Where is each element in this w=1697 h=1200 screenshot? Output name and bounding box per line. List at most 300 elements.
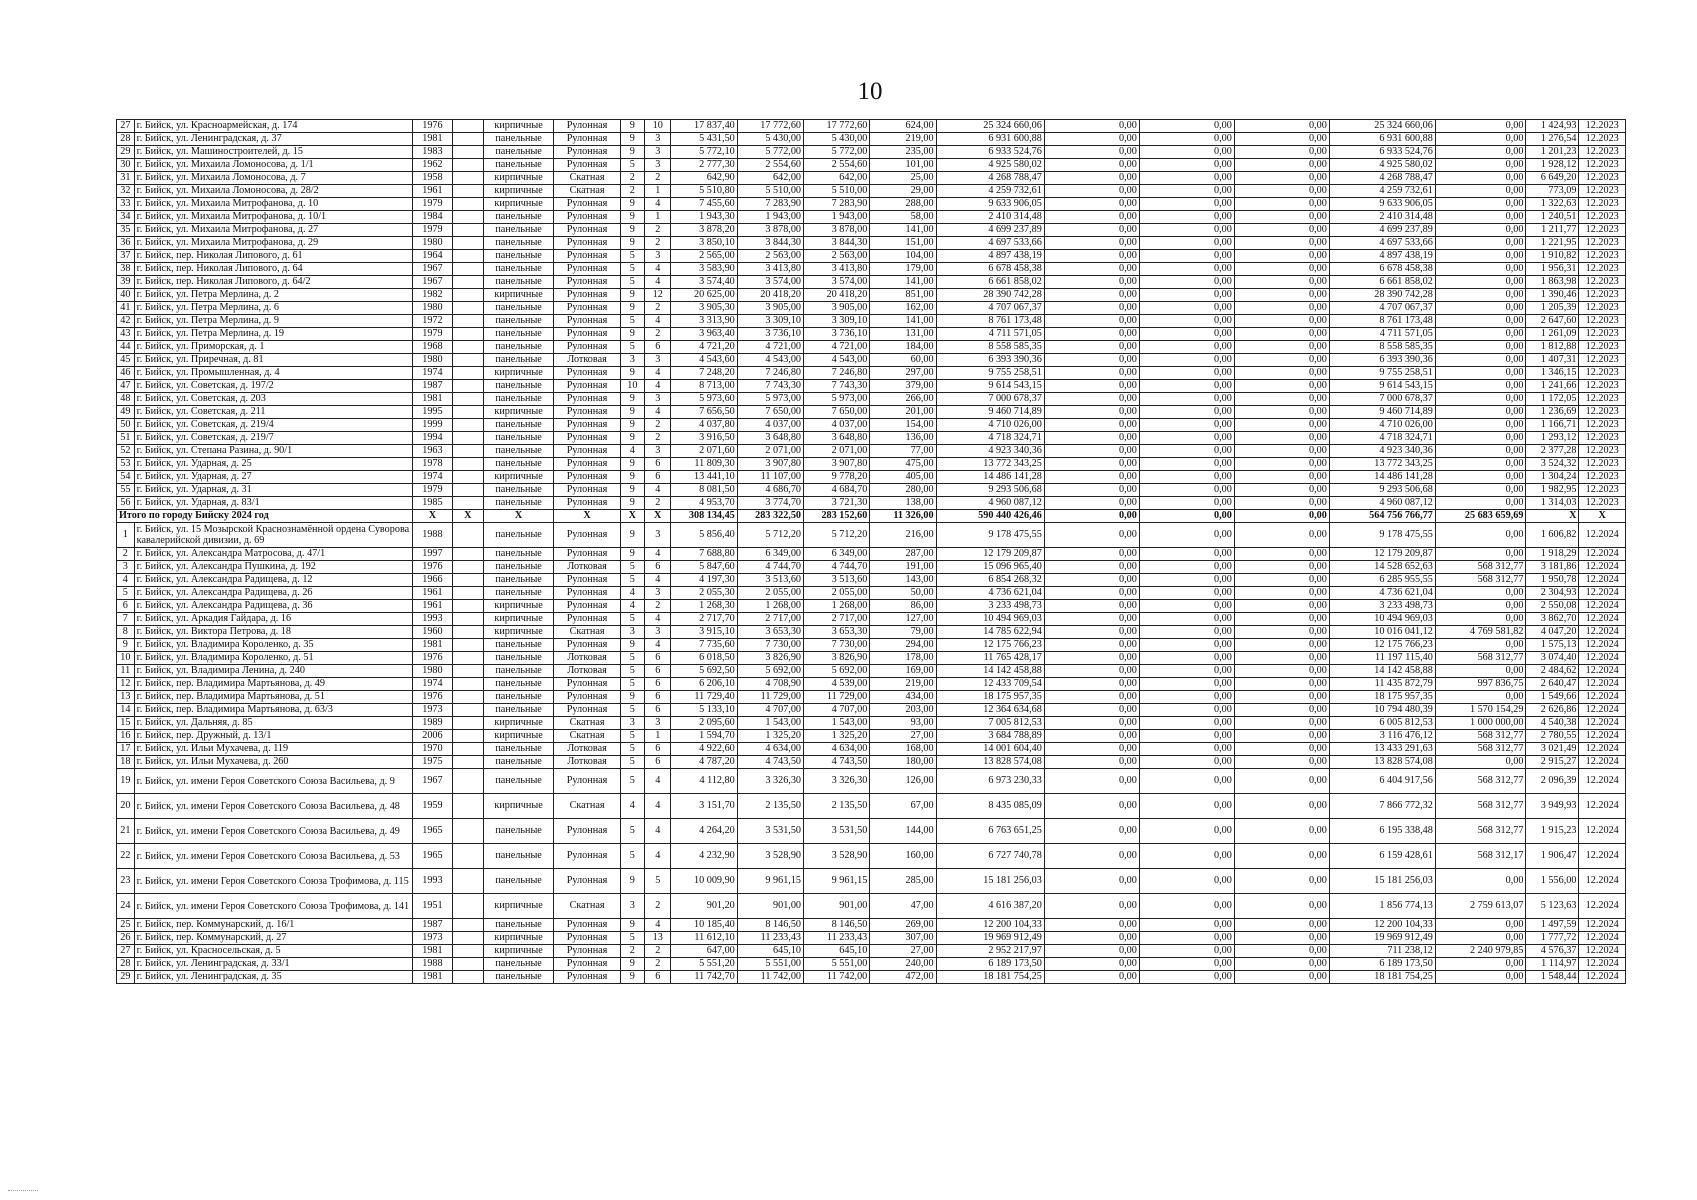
cell-funds-local: 0,00	[1234, 587, 1329, 600]
cell-area-total: 4 197,30	[671, 574, 737, 587]
cell-address: г. Бийск, ул. Александра Радищева, д. 26	[134, 587, 412, 600]
cell-blank-cell	[452, 133, 483, 146]
cell-area-owned: 3 309,10	[804, 315, 870, 328]
cell-roof-type: Рулонная	[554, 341, 620, 354]
total-funds-federal: 0,00	[1044, 510, 1139, 523]
cell-cost-total: 9 460 714,89	[936, 406, 1044, 419]
cell-address: г. Бийск, ул. Михаила Митрофанова, д. 29	[134, 237, 412, 250]
cell-funds-federal: 0,00	[1044, 406, 1139, 419]
cell-floors: 9	[620, 211, 644, 224]
cell-cost-total: 25 324 660,06	[936, 120, 1044, 133]
cell-unit-cost: 3 524,32	[1526, 458, 1579, 471]
cell-area-owned: 3 653,30	[804, 626, 870, 639]
cell-address: г. Бийск, ул. Степана Разина, д. 90/1	[134, 445, 412, 458]
cell-cost-total: 13 828 574,08	[936, 756, 1044, 769]
cell-cost-total: 4 707 067,37	[936, 302, 1044, 315]
cell-address: г. Бийск, ул. Александра Радищева, д. 12	[134, 574, 412, 587]
cell-funds-local: 0,00	[1234, 250, 1329, 263]
cell-wall-material: кирпичные	[483, 289, 554, 302]
cell-unit-cost: 5 123,63	[1526, 894, 1579, 919]
cell-funds-owners: 8 761 173,48	[1329, 315, 1435, 328]
cell-area-total: 20 625,00	[671, 289, 737, 302]
cell-funds-local: 0,00	[1234, 730, 1329, 743]
cell-area-residential: 3 413,80	[737, 263, 803, 276]
cell-roof-type: Рулонная	[554, 639, 620, 652]
cell-funds-federal: 0,00	[1044, 639, 1139, 652]
cell-funds-federal: 0,00	[1044, 393, 1139, 406]
cell-area-total: 3 151,70	[671, 794, 737, 819]
cell-area-total: 5 133,10	[671, 704, 737, 717]
cell-build-year: 1959	[413, 794, 453, 819]
cell-cost-total: 12 200 104,33	[936, 919, 1044, 932]
cell-address: г. Бийск, пер. Владимира Мартьянова, д. 63/3	[134, 704, 412, 717]
cell-area-residential: 645,10	[737, 945, 803, 958]
cell-funds-owners: 19 969 912,49	[1329, 932, 1435, 945]
cell-roof-type: Рулонная	[554, 302, 620, 315]
cell-unit-cost: 1 293,12	[1526, 432, 1579, 445]
cell-funds-regional: 0,00	[1139, 665, 1234, 678]
cell-deadline: 12.2023	[1579, 432, 1626, 445]
cell-floors: 2	[620, 172, 644, 185]
cell-funds-other: 4 769 581,82	[1435, 626, 1526, 639]
cell-blank-cell	[452, 302, 483, 315]
cell-row-number: 13	[117, 691, 135, 704]
cell-roof-type: Рулонная	[554, 250, 620, 263]
total-row	[117, 510, 1626, 523]
cell-funds-regional: 0,00	[1139, 639, 1234, 652]
cell-funds-regional: 0,00	[1139, 691, 1234, 704]
cell-unit-cost: 2 915,27	[1526, 756, 1579, 769]
cell-funds-local: 0,00	[1234, 652, 1329, 665]
cell-wall-material: панельные	[483, 328, 554, 341]
cell-wall-material: панельные	[483, 263, 554, 276]
cell-address: г. Бийск, ул. Советская, д. 211	[134, 406, 412, 419]
cell-address: г. Бийск, ул. Дальняя, д. 85	[134, 717, 412, 730]
cell-roof-type: Рулонная	[554, 523, 620, 548]
cell-entrances: 6	[644, 743, 671, 756]
cell-area-residential: 11 233,43	[737, 932, 803, 945]
cell-wall-material: кирпичные	[483, 730, 554, 743]
cell-residents: 126,00	[870, 769, 936, 794]
cell-deadline: 12.2023	[1579, 302, 1626, 315]
cell-area-residential: 3 574,00	[737, 276, 803, 289]
cell-funds-regional: 0,00	[1139, 328, 1234, 341]
cell-wall-material: панельные	[483, 561, 554, 574]
cell-entrances: 4	[644, 276, 671, 289]
cell-deadline: 12.2024	[1579, 819, 1626, 844]
cell-cost-total: 2 952 217,97	[936, 945, 1044, 958]
cell-residents: 131,00	[870, 328, 936, 341]
cell-area-residential: 5 510,00	[737, 185, 803, 198]
cell-blank-cell	[452, 289, 483, 302]
cell-entrances: 3	[644, 445, 671, 458]
cell-funds-other: 0,00	[1435, 289, 1526, 302]
cell-address: г. Бийск, ул. 15 Мозырской Краснознамённой ордена Суворова кавалерийской дивизии, д. 69	[134, 523, 412, 548]
cell-blank-cell	[452, 367, 483, 380]
cell-row-number: 54	[117, 471, 135, 484]
cell-roof-type: Рулонная	[554, 869, 620, 894]
cell-residents: 141,00	[870, 315, 936, 328]
cell-roof-type: Рулонная	[554, 574, 620, 587]
cell-residents: 219,00	[870, 678, 936, 691]
cell-funds-other: 0,00	[1435, 354, 1526, 367]
cell-area-total: 13 441,10	[671, 471, 737, 484]
cell-area-residential: 2 563,00	[737, 250, 803, 263]
cell-area-owned: 1 268,00	[804, 600, 870, 613]
cell-funds-regional: 0,00	[1139, 172, 1234, 185]
cell-funds-federal: 0,00	[1044, 665, 1139, 678]
cell-funds-regional: 0,00	[1139, 367, 1234, 380]
cell-deadline: 12.2024	[1579, 652, 1626, 665]
cell-area-total: 7 248,20	[671, 367, 737, 380]
cell-area-total: 8 713,00	[671, 380, 737, 393]
cell-area-residential: 2 055,00	[737, 587, 803, 600]
cell-residents: 141,00	[870, 276, 936, 289]
cell-funds-local: 0,00	[1234, 120, 1329, 133]
cell-residents: 144,00	[870, 819, 936, 844]
cell-area-residential: 4 721,00	[737, 341, 803, 354]
cell-cost-total: 4 718 324,71	[936, 432, 1044, 445]
cell-unit-cost: 3 074,40	[1526, 652, 1579, 665]
cell-floors: 2	[620, 945, 644, 958]
cell-funds-other: 568 312,17	[1435, 844, 1526, 869]
cell-funds-federal: 0,00	[1044, 945, 1139, 958]
cell-deadline: 12.2024	[1579, 626, 1626, 639]
cell-area-total: 647,00	[671, 945, 737, 958]
table-row	[117, 497, 1626, 510]
cell-entrances: 3	[644, 626, 671, 639]
cell-residents: 472,00	[870, 971, 936, 984]
cell-area-total: 7 688,80	[671, 548, 737, 561]
cell-floors: 5	[620, 769, 644, 794]
cell-roof-type: Скатная	[554, 730, 620, 743]
cell-deadline: 12.2024	[1579, 613, 1626, 626]
cell-area-residential: 3 653,30	[737, 626, 803, 639]
cell-cost-total: 8 435 085,09	[936, 794, 1044, 819]
cell-build-year: 1958	[413, 172, 453, 185]
cell-wall-material: кирпичные	[483, 185, 554, 198]
cell-deadline: 12.2023	[1579, 159, 1626, 172]
cell-funds-federal: 0,00	[1044, 341, 1139, 354]
cell-funds-local: 0,00	[1234, 639, 1329, 652]
cell-cost-total: 9 633 906,05	[936, 198, 1044, 211]
cell-blank-cell	[452, 432, 483, 445]
cell-blank-cell	[452, 717, 483, 730]
cell-blank-cell	[452, 844, 483, 869]
cell-cost-total: 3 233 498,73	[936, 600, 1044, 613]
cell-area-residential: 7 730,00	[737, 639, 803, 652]
cell-wall-material: панельные	[483, 354, 554, 367]
cell-funds-local: 0,00	[1234, 626, 1329, 639]
cell-cost-total: 14 142 458,88	[936, 665, 1044, 678]
cell-wall-material: кирпичные	[483, 600, 554, 613]
cell-funds-other: 0,00	[1435, 548, 1526, 561]
cell-floors: 5	[620, 561, 644, 574]
total-cost-total: 590 440 426,46	[936, 510, 1044, 523]
cell-floors: 5	[620, 756, 644, 769]
cell-area-total: 3 583,90	[671, 263, 737, 276]
cell-area-owned: 20 418,20	[804, 289, 870, 302]
cell-funds-owners: 4 736 621,04	[1329, 587, 1435, 600]
cell-build-year: 1979	[413, 484, 453, 497]
cell-residents: 154,00	[870, 419, 936, 432]
cell-residents: 434,00	[870, 691, 936, 704]
cell-unit-cost: 1 812,88	[1526, 341, 1579, 354]
cell-row-number: 56	[117, 497, 135, 510]
cell-unit-cost: 2 626,86	[1526, 704, 1579, 717]
cell-cost-total: 4 699 237,89	[936, 224, 1044, 237]
cell-row-number: 20	[117, 794, 135, 819]
cell-build-year: 1967	[413, 769, 453, 794]
cell-funds-owners: 14 528 652,63	[1329, 561, 1435, 574]
cell-area-total: 5 551,20	[671, 958, 737, 971]
cell-build-year: 1966	[413, 574, 453, 587]
cell-blank-cell	[452, 497, 483, 510]
cell-deadline: 12.2024	[1579, 869, 1626, 894]
cell-roof-type: Рулонная	[554, 704, 620, 717]
cell-address: г. Бийск, ул. Петра Мерлина, д. 6	[134, 302, 412, 315]
cell-row-number: 28	[117, 958, 135, 971]
cell-area-owned: 2 554,60	[804, 159, 870, 172]
table-row	[117, 869, 1626, 894]
cell-residents: 287,00	[870, 548, 936, 561]
cell-unit-cost: 773,09	[1526, 185, 1579, 198]
cell-build-year: 2006	[413, 730, 453, 743]
cell-unit-cost: 1 172,05	[1526, 393, 1579, 406]
cell-cost-total: 4 923 340,36	[936, 445, 1044, 458]
cell-funds-owners: 9 614 543,15	[1329, 380, 1435, 393]
cell-cost-total: 6 763 651,25	[936, 819, 1044, 844]
cell-residents: 201,00	[870, 406, 936, 419]
table-row	[117, 743, 1626, 756]
cell-area-residential: 4 543,00	[737, 354, 803, 367]
cell-address: г. Бийск, ул. Михаила Митрофанова, д. 10	[134, 198, 412, 211]
cell-funds-local: 0,00	[1234, 717, 1329, 730]
cell-wall-material: панельные	[483, 971, 554, 984]
cell-area-owned: 4 539,00	[804, 678, 870, 691]
cell-funds-regional: 0,00	[1139, 574, 1234, 587]
cell-area-residential: 3 878,00	[737, 224, 803, 237]
table-row	[117, 354, 1626, 367]
cell-wall-material: кирпичные	[483, 945, 554, 958]
cell-build-year: 1961	[413, 587, 453, 600]
cell-residents: 285,00	[870, 869, 936, 894]
cell-unit-cost: 1 915,23	[1526, 819, 1579, 844]
cell-row-number: 24	[117, 894, 135, 919]
cell-floors: 5	[620, 730, 644, 743]
cell-funds-owners: 4 710 026,00	[1329, 419, 1435, 432]
cell-area-owned: 4 037,00	[804, 419, 870, 432]
cell-unit-cost: 1 424,93	[1526, 120, 1579, 133]
cell-entrances: 6	[644, 971, 671, 984]
table-row	[117, 652, 1626, 665]
cell-funds-federal: 0,00	[1044, 419, 1139, 432]
cell-funds-federal: 0,00	[1044, 159, 1139, 172]
cell-address: г. Бийск, ул. Михаила Ломоносова, д. 1/1	[134, 159, 412, 172]
cell-funds-other: 568 312,77	[1435, 574, 1526, 587]
cell-row-number: 35	[117, 224, 135, 237]
cell-area-residential: 4 744,70	[737, 561, 803, 574]
cell-address: г. Бийск, ул. имени Героя Советского Союза Васильева, д. 53	[134, 844, 412, 869]
cell-funds-federal: 0,00	[1044, 367, 1139, 380]
cell-funds-federal: 0,00	[1044, 211, 1139, 224]
cell-blank-cell	[452, 471, 483, 484]
cell-wall-material: кирпичные	[483, 626, 554, 639]
cell-residents: 86,00	[870, 600, 936, 613]
cell-residents: 178,00	[870, 652, 936, 665]
cell-cost-total: 14 785 622,94	[936, 626, 1044, 639]
cell-area-residential: 1 268,00	[737, 600, 803, 613]
cell-row-number: 47	[117, 380, 135, 393]
cell-cost-total: 4 925 580,02	[936, 159, 1044, 172]
cell-build-year: 1951	[413, 894, 453, 919]
cell-roof-type: Рулонная	[554, 919, 620, 932]
cell-funds-regional: 0,00	[1139, 458, 1234, 471]
cell-wall-material: панельные	[483, 458, 554, 471]
cell-area-total: 901,20	[671, 894, 737, 919]
cell-area-owned: 7 650,00	[804, 406, 870, 419]
table-row	[117, 894, 1626, 919]
cell-address: г. Бийск, пер. Владимира Мартьянова, д. 51	[134, 691, 412, 704]
cell-funds-federal: 0,00	[1044, 548, 1139, 561]
cell-funds-regional: 0,00	[1139, 393, 1234, 406]
cell-deadline: 12.2024	[1579, 678, 1626, 691]
total-funds-local: 0,00	[1234, 510, 1329, 523]
cell-blank-cell	[452, 574, 483, 587]
total-blank-cell: X	[452, 510, 483, 523]
cell-funds-regional: 0,00	[1139, 471, 1234, 484]
cell-floors: 9	[620, 497, 644, 510]
cell-funds-federal: 0,00	[1044, 224, 1139, 237]
cell-funds-other: 2 240 979,85	[1435, 945, 1526, 958]
cell-deadline: 12.2024	[1579, 769, 1626, 794]
cell-entrances: 6	[644, 471, 671, 484]
cell-funds-owners: 12 175 766,23	[1329, 639, 1435, 652]
cell-funds-regional: 0,00	[1139, 484, 1234, 497]
cell-wall-material: панельные	[483, 276, 554, 289]
cell-unit-cost: 2 377,28	[1526, 445, 1579, 458]
cell-roof-type: Скатная	[554, 717, 620, 730]
cell-wall-material: панельные	[483, 211, 554, 224]
cell-address: г. Бийск, ул. Владимира Короленко, д. 51	[134, 652, 412, 665]
cell-area-total: 11 742,70	[671, 971, 737, 984]
cell-funds-regional: 0,00	[1139, 315, 1234, 328]
cell-funds-local: 0,00	[1234, 497, 1329, 510]
cell-unit-cost: 1 863,98	[1526, 276, 1579, 289]
cell-row-number: 29	[117, 971, 135, 984]
cell-blank-cell	[452, 600, 483, 613]
cell-area-total: 3 574,40	[671, 276, 737, 289]
cell-funds-other: 0,00	[1435, 665, 1526, 678]
cell-roof-type: Рулонная	[554, 932, 620, 945]
cell-blank-cell	[452, 704, 483, 717]
cell-wall-material: панельные	[483, 445, 554, 458]
table-row	[117, 704, 1626, 717]
cell-floors: 9	[620, 120, 644, 133]
cell-deadline: 12.2023	[1579, 172, 1626, 185]
cell-entrances: 10	[644, 120, 671, 133]
cell-residents: 27,00	[870, 730, 936, 743]
cell-funds-owners: 6 195 338,48	[1329, 819, 1435, 844]
cell-area-owned: 4 634,00	[804, 743, 870, 756]
cell-area-residential: 11 107,00	[737, 471, 803, 484]
cell-row-number: 48	[117, 393, 135, 406]
cell-build-year: 1985	[413, 497, 453, 510]
cell-floors: 9	[620, 198, 644, 211]
cell-funds-owners: 6 404 917,56	[1329, 769, 1435, 794]
cell-funds-local: 0,00	[1234, 159, 1329, 172]
cell-cost-total: 9 178 475,55	[936, 523, 1044, 548]
cell-address: г. Бийск, ул. Советская, д. 219/7	[134, 432, 412, 445]
total-floors: X	[620, 510, 644, 523]
cell-funds-federal: 0,00	[1044, 432, 1139, 445]
table-row	[117, 958, 1626, 971]
cell-funds-owners: 3 233 498,73	[1329, 600, 1435, 613]
cell-funds-other: 0,00	[1435, 328, 1526, 341]
table-row	[117, 211, 1626, 224]
cell-funds-other: 0,00	[1435, 198, 1526, 211]
cell-blank-cell	[452, 794, 483, 819]
cell-floors: 9	[620, 484, 644, 497]
table-row	[117, 691, 1626, 704]
cell-row-number: 16	[117, 730, 135, 743]
table-row	[117, 419, 1626, 432]
cell-roof-type: Рулонная	[554, 120, 620, 133]
cell-unit-cost: 1 240,51	[1526, 211, 1579, 224]
cell-address: г. Бийск, ул. Приречная, д. 81	[134, 354, 412, 367]
cell-address: г. Бийск, ул. Михаила Митрофанова, д. 10/1	[134, 211, 412, 224]
cell-blank-cell	[452, 198, 483, 211]
cell-funds-federal: 0,00	[1044, 523, 1139, 548]
cell-funds-regional: 0,00	[1139, 497, 1234, 510]
cell-floors: 5	[620, 704, 644, 717]
cell-funds-other: 0,00	[1435, 120, 1526, 133]
table-row	[117, 626, 1626, 639]
cell-deadline: 12.2023	[1579, 224, 1626, 237]
cell-blank-cell	[452, 419, 483, 432]
cell-roof-type: Рулонная	[554, 263, 620, 276]
total-area-owned: 283 152,60	[804, 510, 870, 523]
cell-address: г. Бийск, ул. Красноармейская, д. 174	[134, 120, 412, 133]
cell-address: г. Бийск, ул. имени Героя Советского Союза Васильева, д. 9	[134, 769, 412, 794]
cell-build-year: 1982	[413, 289, 453, 302]
cell-area-owned: 1 543,00	[804, 717, 870, 730]
cell-funds-regional: 0,00	[1139, 844, 1234, 869]
cell-wall-material: кирпичные	[483, 172, 554, 185]
cell-blank-cell	[452, 328, 483, 341]
cell-cost-total: 4 736 621,04	[936, 587, 1044, 600]
cell-area-residential: 4 708,90	[737, 678, 803, 691]
cell-funds-regional: 0,00	[1139, 717, 1234, 730]
cell-area-owned: 3 513,60	[804, 574, 870, 587]
cell-entrances: 4	[644, 574, 671, 587]
cell-funds-federal: 0,00	[1044, 172, 1139, 185]
cell-area-owned: 4 743,50	[804, 756, 870, 769]
cell-address: г. Бийск, ул. Виктора Петрова, д. 18	[134, 626, 412, 639]
page-number: 10	[857, 78, 883, 105]
cell-area-owned: 3 736,10	[804, 328, 870, 341]
cell-area-total: 3 915,10	[671, 626, 737, 639]
cell-funds-other: 1 000 000,00	[1435, 717, 1526, 730]
cell-build-year: 1961	[413, 185, 453, 198]
cell-funds-local: 0,00	[1234, 548, 1329, 561]
cell-entrances: 2	[644, 600, 671, 613]
cell-cost-total: 7 000 678,37	[936, 393, 1044, 406]
cell-unit-cost: 3 181,86	[1526, 561, 1579, 574]
cell-entrances: 3	[644, 159, 671, 172]
cell-deadline: 12.2023	[1579, 341, 1626, 354]
cell-area-owned: 4 744,70	[804, 561, 870, 574]
